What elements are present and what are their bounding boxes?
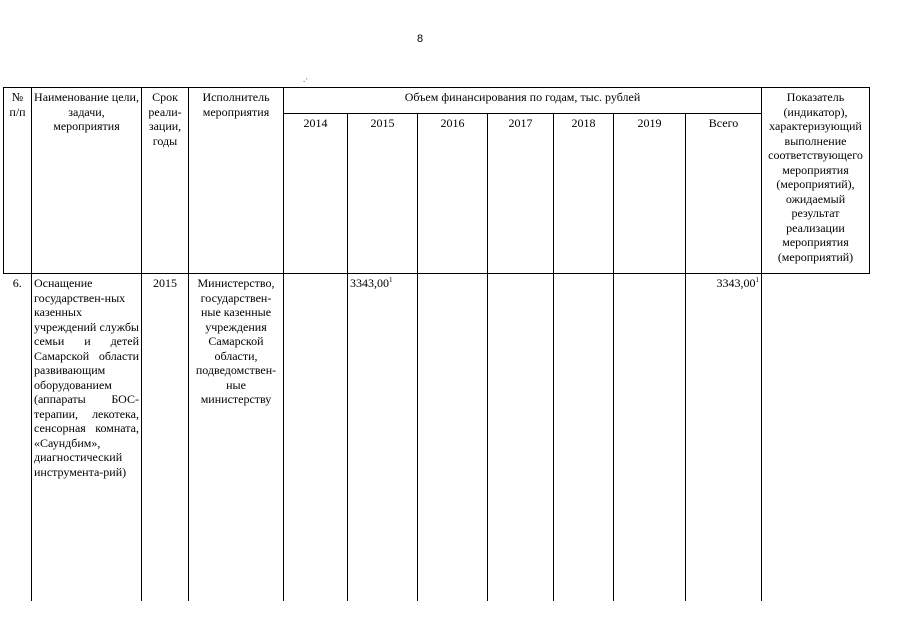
header-indicator-text: Показатель (индикатор), характеризующий выполнение соответствующего мероприятия (мероприятий), ожидаемый результат реализации мероприятия (мероприятий) <box>768 90 863 264</box>
scan-speck: .· <box>303 74 309 84</box>
row-total-value: 3343,00 <box>716 276 756 290</box>
header-total: Всего <box>686 114 762 274</box>
row-2016 <box>418 274 488 601</box>
header-year-2017: 2017 <box>488 114 554 274</box>
header-name-text: Наименование цели, задачи, мероприятия <box>34 90 139 133</box>
page-number: 8 <box>416 33 424 45</box>
header-name <box>32 88 142 274</box>
header-year-2019: 2019 <box>614 114 686 274</box>
row-executor: Министерство, государствен-ные казенные учреждения Самарской области, подведомствен-ные министерству <box>189 274 284 601</box>
header-executor <box>189 88 284 274</box>
row-2015 <box>348 274 418 601</box>
row-total-footnote: 1 <box>755 276 759 284</box>
header-funding-text: Объем финансирования по годам, тыс. рублей <box>404 90 641 104</box>
header-year-2014: 2014 <box>284 114 348 274</box>
row-2014 <box>284 274 348 601</box>
header-year-2018: 2018 <box>554 114 614 274</box>
header-term <box>142 88 189 274</box>
row-total <box>686 274 762 601</box>
header-term-text: Срок реали-зации, годы <box>148 90 182 148</box>
row-term: 2015 <box>142 274 189 601</box>
row-num: 6. <box>4 274 32 601</box>
header-year-2015: 2015 <box>348 114 418 274</box>
header-executor-text: Исполнитель мероприятия <box>202 90 270 119</box>
header-year-2016: 2016 <box>418 114 488 274</box>
row-2015-value: 3343,00 <box>350 276 389 290</box>
header-indicator <box>762 88 870 274</box>
row-indicator <box>762 274 870 601</box>
header-num-text: № п/п <box>9 90 26 119</box>
financing-table <box>3 87 870 601</box>
row-2015-footnote: 1 <box>389 276 393 284</box>
row-name: Оснащение государствен-ных казенных учреждений службы семьи и детей Самарской области развивающим оборудованием (аппараты БОС-терапии, лекотека, сенсорная комната, «Саундбим», диагностический инструмента-рий) <box>32 274 142 601</box>
row-2017 <box>488 274 554 601</box>
header-num <box>4 88 32 274</box>
row-2018 <box>554 274 614 601</box>
row-2019 <box>614 274 686 601</box>
table-row <box>4 274 870 601</box>
header-funding <box>284 88 762 114</box>
